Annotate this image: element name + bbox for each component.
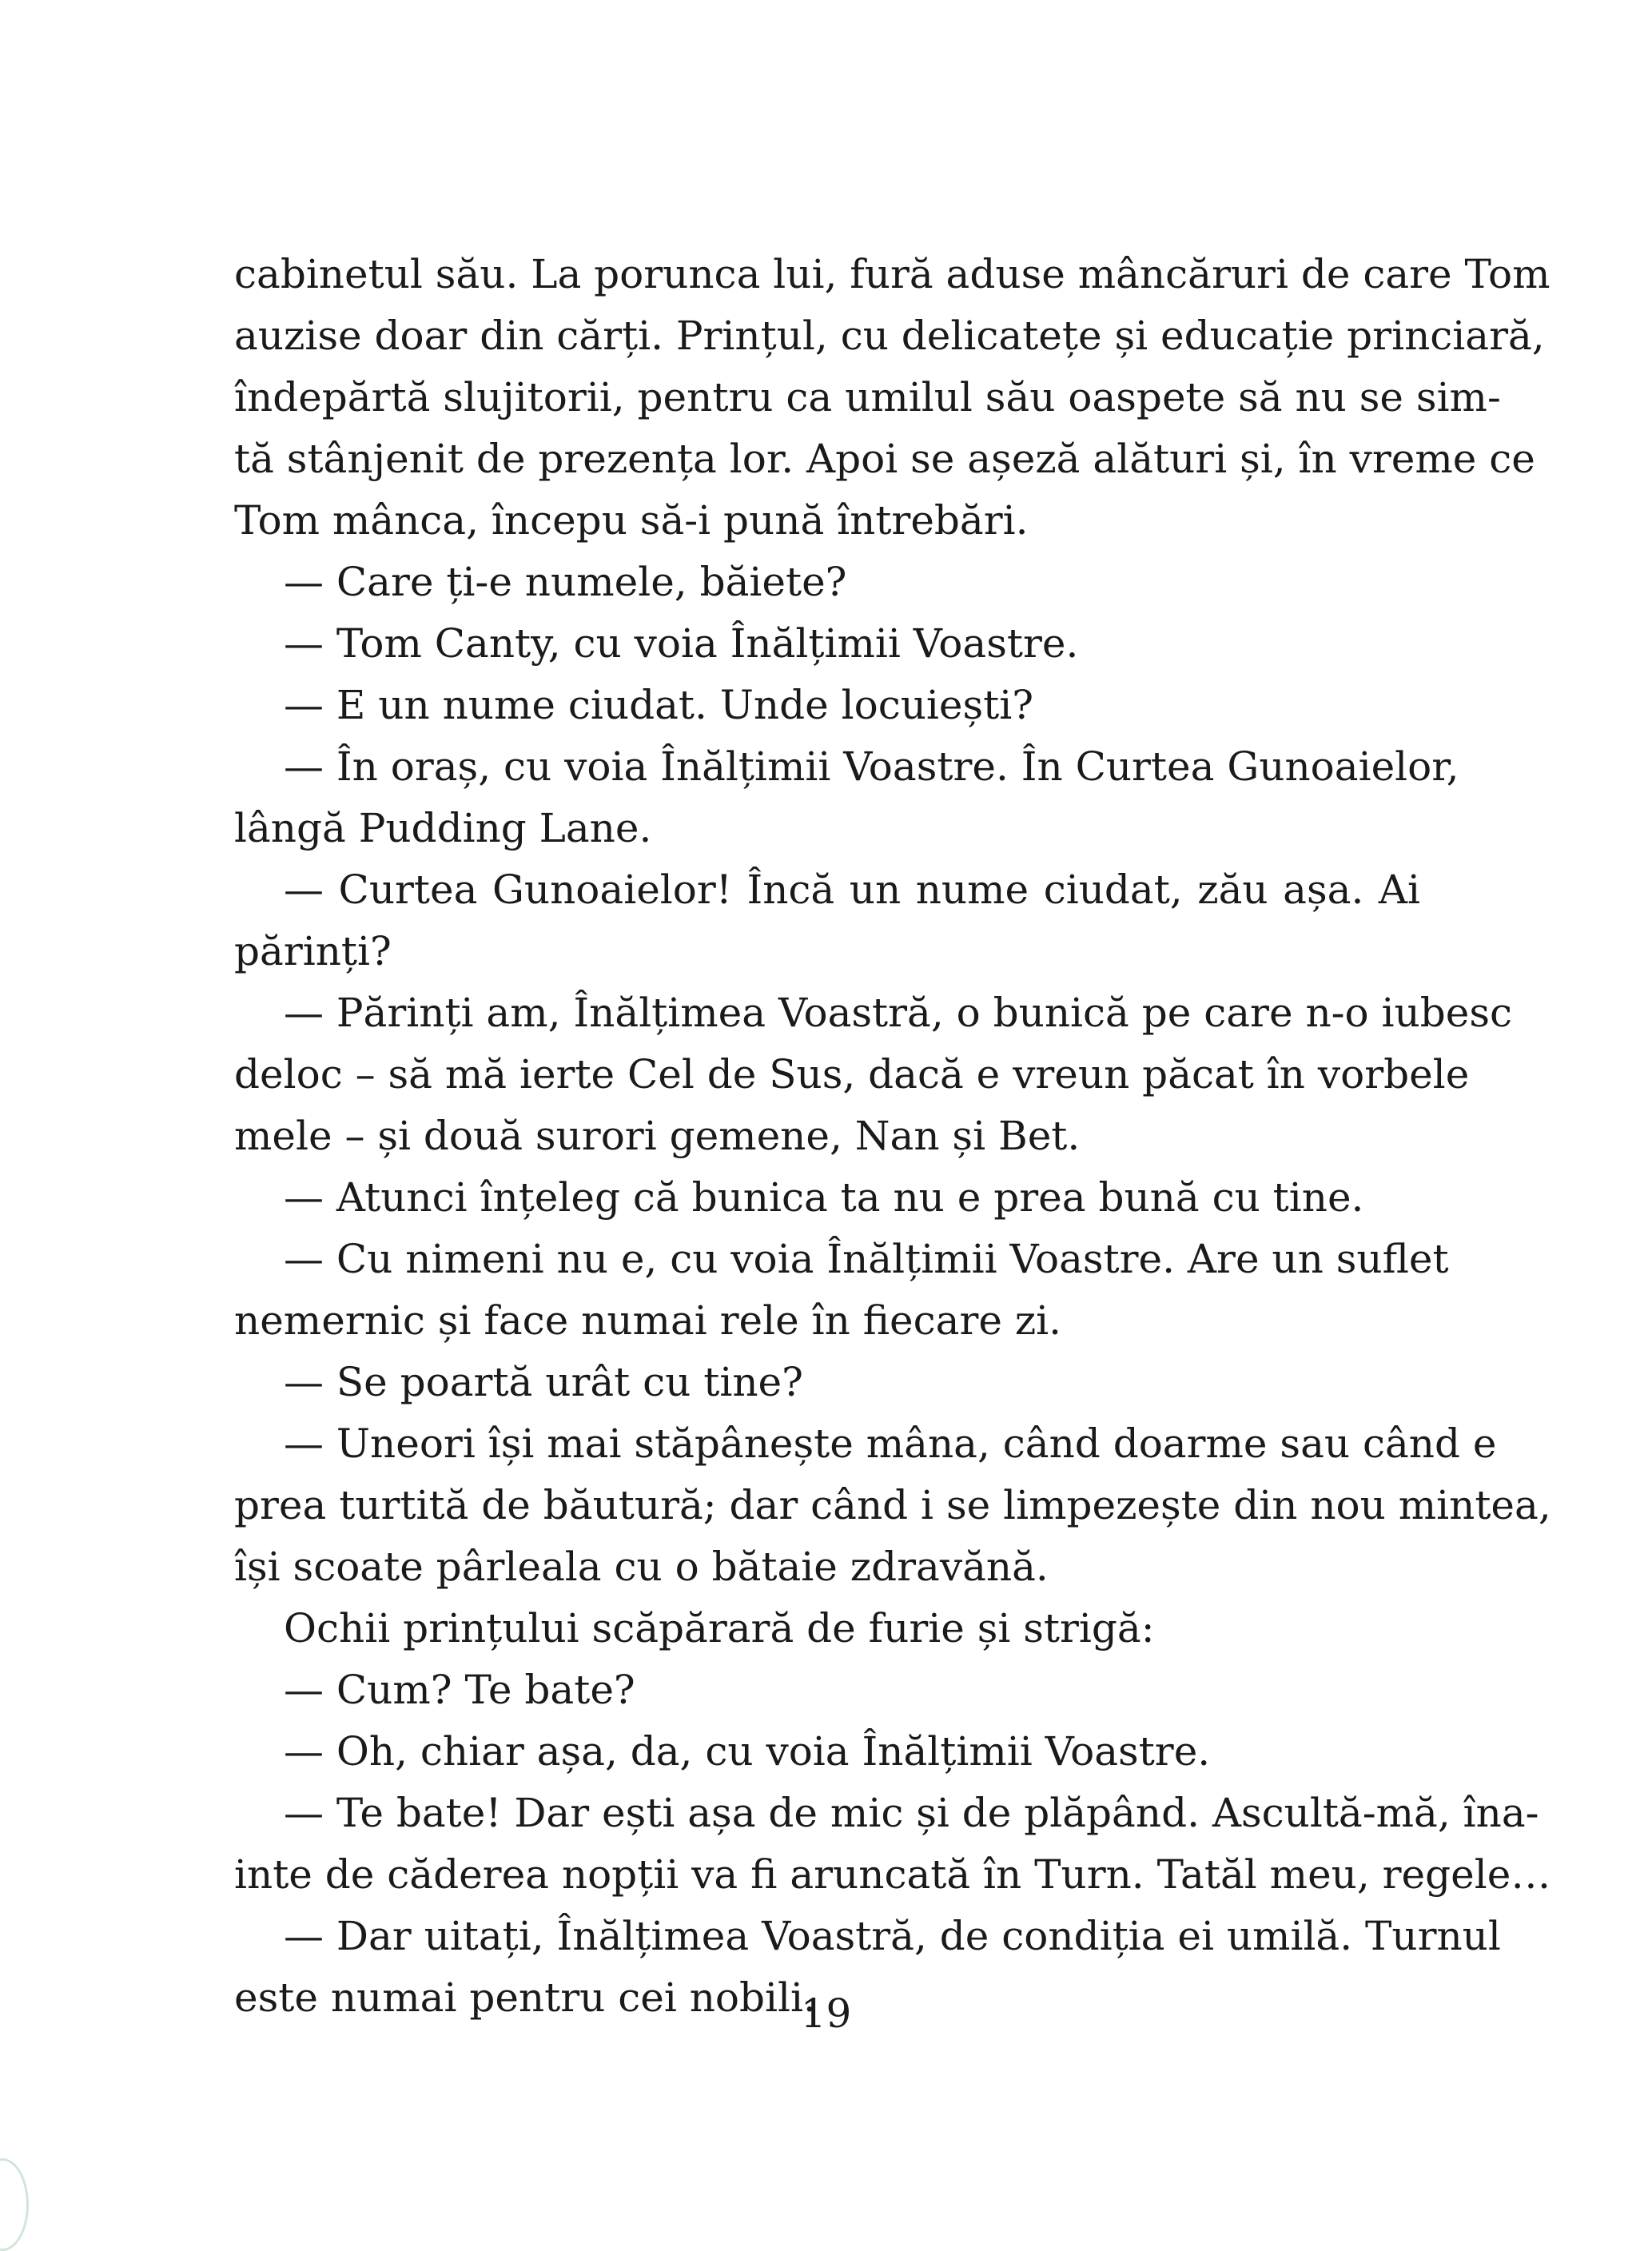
text-line: lângă Pudding Lane. <box>234 805 652 851</box>
text-line: — Care ți-e numele, băiete? <box>284 559 847 605</box>
text-line: — Se poartă urât cu tine? <box>284 1359 803 1405</box>
text-line: auzise doar din cărți. Prințul, cu delicatețe și educație princiară, <box>234 313 1545 359</box>
text-line: — Dar uitați, Înălțimea Voastră, de condiția ei umilă. Turnul <box>284 1913 1501 1959</box>
text-line: — Uneori își mai stăpânește mâna, când doarme sau când e <box>284 1420 1497 1467</box>
text-line: — Oh, chiar așa, da, cu voia Înălțimii Voastre. <box>284 1728 1211 1775</box>
text-line: — Atunci înțeleg că bunica ta nu e prea bună cu tine. <box>284 1174 1364 1221</box>
text-line: nemernic și face numai rele în fiecare zi. <box>234 1297 1062 1344</box>
text-line: deloc – să mă ierte Cel de Sus, dacă e vreun păcat în vorbele <box>234 1051 1470 1098</box>
text-line: prea turtită de băutură; dar când i se limpezește din nou mintea, <box>234 1482 1551 1528</box>
text-line: — Părinți am, Înălțimea Voastră, o bunică pe care n-o iubesc <box>284 990 1512 1036</box>
text-line: — E un nume ciudat. Unde locuiești? <box>284 682 1034 728</box>
text-line: Ochii prințului scăpărară de furie și strigă: <box>284 1605 1155 1651</box>
page-number: 19 <box>800 1990 852 2037</box>
text-line: părinți? <box>234 928 392 974</box>
text-line: — Te bate! Dar ești așa de mic și de plăpând. Ascultă-mă, îna- <box>284 1790 1539 1836</box>
text-line: își scoate pârleala cu o bătaie zdravănă. <box>234 1544 1049 1590</box>
text-line: mele – și două surori gemene, Nan și Bet. <box>234 1113 1081 1159</box>
text-line: Tom mânca, începu să-i pună întrebări. <box>234 497 1029 544</box>
text-line: — În oraș, cu voia Înălțimii Voastre. În Curtea Gunoaielor, <box>284 743 1459 790</box>
text-line: — Curtea Gunoaielor! Încă un nume ciudat, zău așa. Ai <box>284 867 1420 913</box>
body-text <box>234 244 1551 2029</box>
text-line: — Cu nimeni nu e, cu voia Înălțimii Voastre. Are un suflet <box>284 1236 1449 1282</box>
text-line: — Tom Canty, cu voia Înălțimii Voastre. <box>284 620 1079 667</box>
text-line: este numai pentru cei nobili. <box>234 1974 816 2021</box>
text-line: îndepărtă slujitorii, pentru ca umilul său oaspete să nu se sim- <box>234 374 1501 420</box>
corner-decoration <box>0 2158 29 2251</box>
text-line: inte de căderea nopții va fi aruncată în Turn. Tatăl meu, regele… <box>234 1851 1551 1898</box>
text-line: tă stânjenit de prezența lor. Apoi se așeză alături și, în vreme ce <box>234 436 1535 482</box>
text-line: cabinetul său. La porunca lui, fură aduse mâncăruri de care Tom <box>234 251 1550 297</box>
text-line: — Cum? Te bate? <box>284 1667 635 1713</box>
